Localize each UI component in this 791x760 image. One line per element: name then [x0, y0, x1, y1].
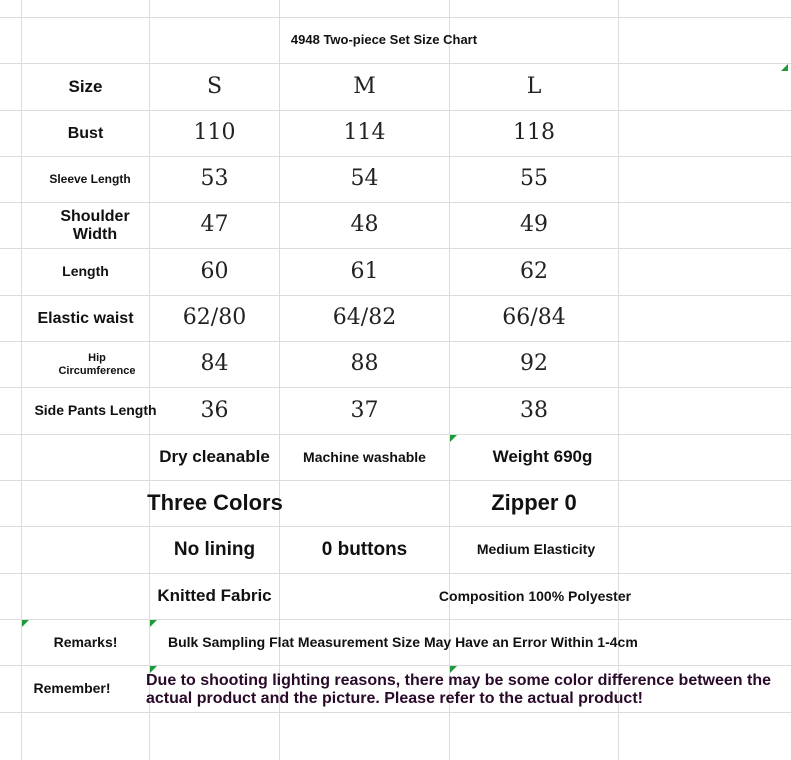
- row-label-hip-circumference: Hip Circumference: [58, 352, 136, 377]
- no-lining-label: No lining: [173, 538, 256, 560]
- row-label-bust: Bust: [67, 124, 104, 142]
- buttons-label: 0 buttons: [321, 538, 408, 560]
- table-cell: 60: [200, 258, 229, 284]
- row-label-shoulder-width: Shoulder Width: [60, 207, 130, 243]
- table-cell: 55: [520, 166, 548, 192]
- three-colors-label: Three Colors: [147, 490, 283, 516]
- table-cell: 64/82: [332, 305, 397, 331]
- table-cell: 62: [520, 258, 548, 284]
- elasticity-label: Medium Elasticity: [476, 541, 596, 558]
- size-header-s: S: [206, 73, 223, 99]
- composition-label: Composition 100% Polyester: [438, 587, 632, 604]
- comment-marker-icon: [781, 64, 788, 71]
- weight-label: Weight 690g: [492, 447, 593, 467]
- size-header-m: M: [353, 73, 376, 99]
- remember-label: Remember!: [33, 680, 111, 697]
- table-cell: 114: [343, 120, 386, 146]
- table-cell: 62/80: [182, 305, 247, 331]
- table-cell: 84: [200, 351, 229, 377]
- table-cell: 92: [520, 351, 548, 377]
- dry-cleanable-label: Dry cleanable: [159, 447, 270, 467]
- table-cell: 47: [200, 212, 229, 238]
- table-cell: 61: [350, 258, 379, 284]
- size-header-label: Size: [68, 76, 103, 96]
- remarks-label: Remarks!: [53, 633, 118, 650]
- row-label-sleeve-length: Sleeve Length: [49, 171, 131, 186]
- fabric-label: Knitted Fabric: [157, 586, 272, 606]
- chart-title: 4948 Two-piece Set Size Chart: [290, 32, 478, 48]
- row-label-side-pants-length: Side Pants Length: [34, 402, 157, 419]
- machine-washable-label: Machine washable: [303, 448, 426, 465]
- table-cell: 66/84: [502, 305, 566, 331]
- table-cell: 88: [350, 351, 379, 377]
- table-cell: 54: [350, 166, 379, 192]
- table-cell: 36: [200, 397, 229, 423]
- table-cell: 49: [520, 212, 548, 238]
- table-cell: 48: [350, 212, 379, 238]
- table-cell: 37: [350, 397, 379, 423]
- table-cell: 38: [520, 397, 548, 423]
- zipper-label: Zipper 0: [491, 490, 577, 516]
- table-cell: 118: [513, 120, 555, 146]
- size-header-l: L: [526, 73, 542, 99]
- comment-marker-icon: [150, 620, 157, 627]
- table-cell: 53: [200, 166, 229, 192]
- remarks-text: Bulk Sampling Flat Measurement Size May Have an Error Within 1-4cm: [168, 633, 638, 650]
- row-label-length: Length: [62, 263, 109, 280]
- table-cell: 110: [193, 120, 236, 146]
- row-label-elastic-waist: Elastic waist: [37, 309, 134, 327]
- remember-text: Due to shooting lighting reasons, there may be some color difference between the actual product and the picture. Please refer to the actual product!: [146, 671, 771, 707]
